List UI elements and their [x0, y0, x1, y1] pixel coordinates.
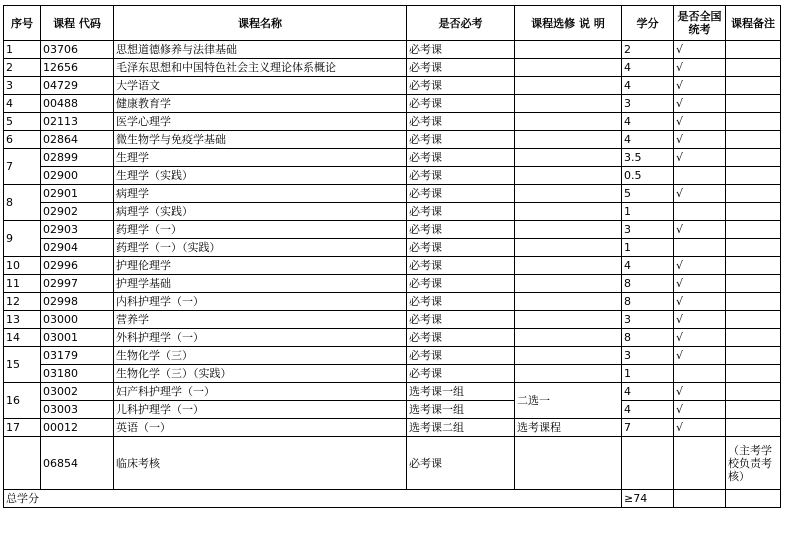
cell-remark — [726, 59, 781, 77]
header-name: 课程名称 — [114, 6, 407, 41]
cell-remark — [726, 149, 781, 167]
cell-name: 营养学 — [114, 311, 407, 329]
cell-name: 微生物学与免疫学基础 — [114, 131, 407, 149]
cell-required: 必考课 — [407, 167, 515, 185]
cell-national: √ — [674, 77, 726, 95]
cell-seq: 10 — [4, 257, 41, 275]
cell-name: 外科护理学（一） — [114, 329, 407, 347]
cell-required: 必考课 — [407, 95, 515, 113]
table-row — [4, 239, 781, 257]
table-row — [4, 149, 781, 167]
cell-credit: 4 — [622, 383, 674, 401]
cell-name: 护理学基础 — [114, 275, 407, 293]
course-table — [3, 5, 781, 508]
cell-national: √ — [674, 131, 726, 149]
cell-national — [674, 437, 726, 490]
cell-credit: 4 — [622, 77, 674, 95]
cell-note — [515, 329, 622, 347]
cell-required: 选考课一组 — [407, 383, 515, 401]
cell-seq: 4 — [4, 95, 41, 113]
cell-remark — [726, 185, 781, 203]
table-row — [4, 185, 781, 203]
cell-name: 思想道德修养与法律基础 — [114, 41, 407, 59]
table-row — [4, 41, 781, 59]
table-row — [4, 437, 781, 490]
cell-name: 儿科护理学（一） — [114, 401, 407, 419]
header-national: 是否全国统考 — [674, 6, 726, 41]
cell-seq: 3 — [4, 77, 41, 95]
cell-required: 必考课 — [407, 113, 515, 131]
cell-credit: 3 — [622, 95, 674, 113]
cell-seq: 7 — [4, 149, 41, 185]
cell-national: √ — [674, 383, 726, 401]
cell-code: 02997 — [41, 275, 114, 293]
cell-required: 必考课 — [407, 275, 515, 293]
cell-national — [674, 239, 726, 257]
cell-required: 必考课 — [407, 239, 515, 257]
table-row — [4, 293, 781, 311]
table-row — [4, 257, 781, 275]
cell-national: √ — [674, 347, 726, 365]
cell-note — [515, 221, 622, 239]
cell-note — [515, 239, 622, 257]
cell-code: 03003 — [41, 401, 114, 419]
cell-required: 必考课 — [407, 329, 515, 347]
cell-note — [515, 149, 622, 167]
cell-remark — [726, 167, 781, 185]
table-row — [4, 419, 781, 437]
cell-remark — [726, 347, 781, 365]
cell-code: 04729 — [41, 77, 114, 95]
cell-code: 02902 — [41, 203, 114, 221]
header-remark: 课程备注 — [726, 6, 781, 41]
total-row — [4, 490, 781, 508]
cell-seq: 8 — [4, 185, 41, 221]
cell-note: 选考课程 — [515, 419, 622, 437]
cell-code: 06854 — [41, 437, 114, 490]
cell-credit: 2 — [622, 41, 674, 59]
cell-name: 生物化学（三）（实践） — [114, 365, 407, 383]
cell-credit: 3 — [622, 311, 674, 329]
cell-national: √ — [674, 329, 726, 347]
cell-code: 03002 — [41, 383, 114, 401]
cell-note — [515, 59, 622, 77]
cell-remark — [726, 41, 781, 59]
cell-credit: 4 — [622, 113, 674, 131]
cell-remark — [726, 239, 781, 257]
table-row — [4, 347, 781, 365]
cell-seq: 12 — [4, 293, 41, 311]
cell-seq: 13 — [4, 311, 41, 329]
cell-remark — [726, 275, 781, 293]
cell-code: 02903 — [41, 221, 114, 239]
cell-code: 03001 — [41, 329, 114, 347]
cell-credit: 8 — [622, 293, 674, 311]
cell-note — [515, 257, 622, 275]
cell-name: 病理学 — [114, 185, 407, 203]
cell-seq: 15 — [4, 347, 41, 383]
cell-required: 必考课 — [407, 311, 515, 329]
cell-code: 03179 — [41, 347, 114, 365]
cell-remark — [726, 401, 781, 419]
cell-required: 选考课二组 — [407, 419, 515, 437]
cell-remark — [726, 131, 781, 149]
cell-credit: 4 — [622, 257, 674, 275]
cell-name: 护理伦理学 — [114, 257, 407, 275]
cell-credit: 3 — [622, 347, 674, 365]
cell-seq: 11 — [4, 275, 41, 293]
cell-note — [515, 41, 622, 59]
cell-remark — [726, 113, 781, 131]
cell-note — [515, 185, 622, 203]
cell-national: √ — [674, 419, 726, 437]
cell-remark — [726, 77, 781, 95]
cell-name: 医学心理学 — [114, 113, 407, 131]
header-seq: 序号 — [4, 6, 41, 41]
cell-national: √ — [674, 401, 726, 419]
cell-required: 必考课 — [407, 131, 515, 149]
cell-code: 00488 — [41, 95, 114, 113]
cell-name: 内科护理学（一） — [114, 293, 407, 311]
cell-code: 02998 — [41, 293, 114, 311]
header-code: 课程 代码 — [41, 6, 114, 41]
cell-code: 00012 — [41, 419, 114, 437]
cell-note — [515, 167, 622, 185]
cell-credit: 5 — [622, 185, 674, 203]
table-row — [4, 365, 781, 383]
cell-note — [515, 203, 622, 221]
cell-code: 02900 — [41, 167, 114, 185]
cell-code: 02899 — [41, 149, 114, 167]
header-elective-note: 课程选修 说 明 — [515, 6, 622, 41]
cell-remark — [726, 329, 781, 347]
cell-note — [515, 275, 622, 293]
cell-name: 英语（一） — [114, 419, 407, 437]
cell-national — [674, 490, 726, 508]
cell-remark — [726, 311, 781, 329]
table-row — [4, 401, 781, 419]
cell-code: 03706 — [41, 41, 114, 59]
cell-credit: 1 — [622, 239, 674, 257]
cell-national: √ — [674, 59, 726, 77]
table-row — [4, 383, 781, 401]
cell-seq: 5 — [4, 113, 41, 131]
cell-credit: 3.5 — [622, 149, 674, 167]
cell-code: 02904 — [41, 239, 114, 257]
header-required: 是否必考 — [407, 6, 515, 41]
cell-code: 03180 — [41, 365, 114, 383]
cell-required: 必考课 — [407, 59, 515, 77]
table-row — [4, 203, 781, 221]
cell-name: 健康教育学 — [114, 95, 407, 113]
cell-name: 药理学（一）（实践） — [114, 239, 407, 257]
cell-seq: 16 — [4, 383, 41, 419]
cell-note — [515, 113, 622, 131]
cell-national — [674, 365, 726, 383]
cell-code: 02864 — [41, 131, 114, 149]
cell-national: √ — [674, 185, 726, 203]
cell-remark — [726, 203, 781, 221]
table-row — [4, 329, 781, 347]
cell-name: 生理学（实践） — [114, 167, 407, 185]
cell-name: 生物化学（三） — [114, 347, 407, 365]
cell-remark — [726, 383, 781, 401]
cell-national: √ — [674, 41, 726, 59]
cell-required: 必考课 — [407, 185, 515, 203]
cell-required: 必考课 — [407, 41, 515, 59]
cell-credit: 1 — [622, 203, 674, 221]
cell-credit: 8 — [622, 275, 674, 293]
cell-national: √ — [674, 311, 726, 329]
cell-credit: 8 — [622, 329, 674, 347]
cell-note: 二选一 — [515, 383, 622, 419]
cell-name: 药理学（一） — [114, 221, 407, 239]
cell-remark — [726, 365, 781, 383]
cell-note — [515, 311, 622, 329]
cell-seq: 9 — [4, 221, 41, 257]
cell-seq: 6 — [4, 131, 41, 149]
header-credit: 学分 — [622, 6, 674, 41]
cell-remark — [726, 490, 781, 508]
cell-credit: 0.5 — [622, 167, 674, 185]
cell-code: 03000 — [41, 311, 114, 329]
cell-national: √ — [674, 221, 726, 239]
table-row — [4, 131, 781, 149]
cell-remark — [726, 419, 781, 437]
cell-note — [515, 131, 622, 149]
cell-note — [515, 95, 622, 113]
cell-seq: 14 — [4, 329, 41, 347]
cell-seq: 2 — [4, 59, 41, 77]
cell-name: 生理学 — [114, 149, 407, 167]
table-row — [4, 167, 781, 185]
cell-required: 必考课 — [407, 149, 515, 167]
cell-name: 毛泽东思想和中国特色社会主义理论体系概论 — [114, 59, 407, 77]
cell-credit: 1 — [622, 365, 674, 383]
cell-required: 必考课 — [407, 221, 515, 239]
cell-note — [515, 293, 622, 311]
cell-name: 妇产科护理学（一） — [114, 383, 407, 401]
cell-remark: （主考学校负责考核） — [726, 437, 781, 490]
cell-national: √ — [674, 257, 726, 275]
cell-name: 病理学（实践） — [114, 203, 407, 221]
cell-national — [674, 203, 726, 221]
header-row — [4, 6, 781, 41]
cell-national: √ — [674, 113, 726, 131]
cell-seq — [4, 437, 41, 490]
table-row — [4, 113, 781, 131]
cell-seq: 17 — [4, 419, 41, 437]
cell-required: 必考课 — [407, 437, 515, 490]
cell-seq: 1 — [4, 41, 41, 59]
cell-note — [515, 365, 622, 383]
cell-code: 02996 — [41, 257, 114, 275]
cell-name: 临床考核 — [114, 437, 407, 490]
table-row — [4, 221, 781, 239]
cell-remark — [726, 257, 781, 275]
cell-national: √ — [674, 149, 726, 167]
cell-note — [515, 437, 622, 490]
cell-credit: 4 — [622, 59, 674, 77]
table-row — [4, 311, 781, 329]
cell-note — [515, 347, 622, 365]
cell-required: 必考课 — [407, 347, 515, 365]
cell-national — [674, 167, 726, 185]
cell-remark — [726, 221, 781, 239]
cell-credit: 3 — [622, 221, 674, 239]
cell-required: 必考课 — [407, 257, 515, 275]
total-label: 总学分 — [4, 490, 622, 508]
total-value: ≥74 — [622, 490, 674, 508]
cell-credit: 4 — [622, 401, 674, 419]
table-row — [4, 77, 781, 95]
cell-national: √ — [674, 275, 726, 293]
cell-remark — [726, 293, 781, 311]
cell-credit — [622, 437, 674, 490]
cell-required: 必考课 — [407, 77, 515, 95]
cell-code: 02113 — [41, 113, 114, 131]
table-row — [4, 95, 781, 113]
cell-national: √ — [674, 293, 726, 311]
table-row — [4, 275, 781, 293]
cell-required: 必考课 — [407, 365, 515, 383]
cell-credit: 4 — [622, 131, 674, 149]
cell-required: 选考课一组 — [407, 401, 515, 419]
cell-note — [515, 77, 622, 95]
cell-required: 必考课 — [407, 293, 515, 311]
cell-national: √ — [674, 95, 726, 113]
table-row — [4, 59, 781, 77]
cell-code: 02901 — [41, 185, 114, 203]
cell-name: 大学语文 — [114, 77, 407, 95]
cell-credit: 7 — [622, 419, 674, 437]
cell-remark — [726, 95, 781, 113]
cell-required: 必考课 — [407, 203, 515, 221]
cell-code: 12656 — [41, 59, 114, 77]
